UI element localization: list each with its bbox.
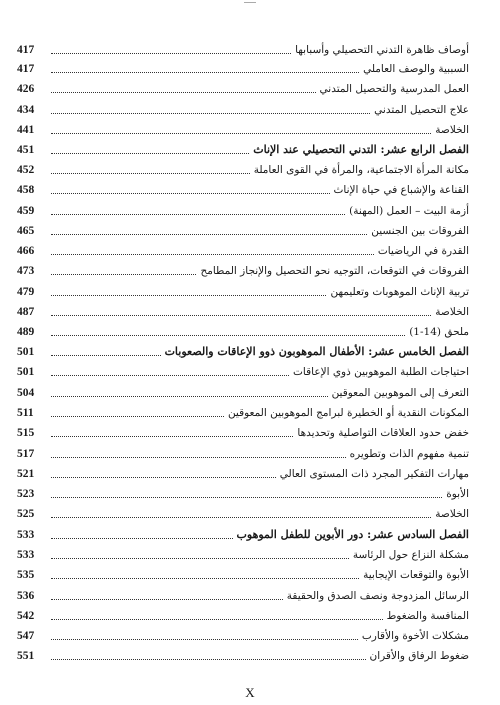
chapter-heading-row — [17, 522, 469, 542]
toc-page-number: 535 — [17, 569, 35, 581]
section-title: خفض حدود العلاقات التواصلية وتحديدها — [297, 427, 469, 439]
toc-entry-row — [17, 177, 469, 197]
toc-page-number: 525 — [17, 508, 35, 520]
toc-entry-row — [17, 562, 469, 582]
toc-entry-row — [17, 37, 469, 57]
section-title: المكونات النقدية أو الخطيرة لبرامج الموهوبين المعوقين — [227, 407, 469, 419]
toc-page-number: 441 — [17, 124, 35, 136]
dot-leader — [51, 374, 289, 376]
dot-leader — [51, 253, 374, 255]
dot-leader — [51, 598, 283, 600]
toc-entry-row — [17, 542, 469, 562]
dot-leader — [51, 192, 330, 194]
toc-page-number: 501 — [17, 366, 35, 378]
toc-entry-row — [17, 299, 469, 319]
dot-leader — [51, 91, 316, 93]
toc-page-number: 426 — [17, 83, 35, 95]
dot-leader — [51, 132, 431, 134]
dot-leader — [51, 172, 250, 174]
dot-leader — [51, 557, 349, 559]
toc-page-number: 547 — [17, 630, 35, 642]
dot-leader — [51, 314, 431, 316]
toc-page-number: 417 — [17, 44, 35, 56]
dot-leader — [51, 354, 161, 356]
dot-leader — [51, 233, 367, 235]
toc-entry-row — [17, 623, 469, 643]
dot-leader — [51, 537, 233, 539]
toc-entry-row — [17, 420, 469, 440]
toc-entry-row — [17, 157, 469, 177]
section-title: الفروقات في التوقعات، التوجيه نحو التحصيل والإنجاز المطامح — [200, 265, 469, 277]
toc-entry-row — [17, 501, 469, 521]
dot-leader — [51, 112, 370, 114]
dot-leader — [51, 395, 328, 397]
section-title: مكانة المرأة الاجتماعية، والمرأة في القوى العاملة — [253, 164, 469, 176]
section-title: تنمية مفهوم الذات وتطويره — [349, 448, 469, 460]
toc-page-number: 536 — [17, 590, 35, 602]
section-title: أزمة البيت – العمل (المهنة) — [349, 205, 469, 217]
toc-entry-row — [17, 198, 469, 218]
dot-leader — [51, 273, 196, 275]
section-title: الفروقات بين الجنسين — [371, 225, 469, 237]
toc-page-number: 504 — [17, 387, 35, 399]
toc-page-number: 489 — [17, 326, 35, 338]
toc-entry-row — [17, 441, 469, 461]
toc-entry-row — [17, 218, 469, 238]
section-title: القدرة في الرياضيات — [377, 245, 469, 257]
toc-page-number: 417 — [17, 63, 35, 75]
dot-leader — [51, 516, 431, 518]
toc-page-number: 466 — [17, 245, 35, 257]
toc-page-number: 434 — [17, 104, 35, 116]
toc-entry-row — [17, 258, 469, 278]
section-title: ملحق (14-1) — [409, 326, 469, 338]
toc-page-number: 511 — [17, 407, 34, 419]
dot-leader — [51, 456, 346, 458]
section-title: احتياجات الطلبة الموهوبين ذوي الإعاقات — [293, 366, 469, 378]
dot-leader — [51, 52, 291, 54]
section-title: مشكلة النزاع حول الرئاسة — [352, 549, 469, 561]
dot-leader — [51, 577, 359, 579]
section-title: المنافسة والضغوط — [386, 610, 469, 622]
section-title: الأبوة — [446, 488, 469, 500]
toc-entry-row — [17, 643, 469, 663]
toc-entry-row — [17, 117, 469, 137]
section-title: مهارات التفكير المجرد ذات المستوى العالي — [279, 468, 469, 480]
toc-entry-row — [17, 76, 469, 96]
section-title: الخلاصة — [435, 306, 469, 318]
toc-page-number: 451 — [17, 144, 35, 156]
section-title: الخلاصة — [435, 124, 469, 136]
toc-page-number: 517 — [17, 448, 35, 460]
dot-leader — [51, 476, 276, 478]
section-title: السببية والوصف العاملي — [363, 63, 469, 75]
toc-page-number: 452 — [17, 164, 35, 176]
toc-page-number: 459 — [17, 205, 35, 217]
section-title: تربية الإناث الموهوبات وتعليمهن — [330, 286, 469, 298]
toc-entry-row — [17, 279, 469, 299]
dot-leader — [51, 658, 366, 660]
toc-page-number: 521 — [17, 468, 35, 480]
toc-entry-row — [17, 238, 469, 258]
section-title: مشكلات الأخوة والأقارب — [361, 630, 469, 642]
page-number: X — [245, 685, 255, 700]
toc-entry-row — [17, 56, 469, 76]
toc-entry-row — [17, 461, 469, 481]
section-title: الأبوة والتوقعات الإيجابية — [363, 569, 469, 581]
dot-leader — [51, 294, 326, 296]
toc-entry-row — [17, 481, 469, 501]
section-title: التعرف إلى الموهوبين المعوقين — [331, 387, 469, 399]
section-title: أوصاف ظاهرة التدني التحصيلي وأسبابها — [295, 44, 469, 56]
chapter-heading-row — [17, 339, 469, 359]
toc-entry-row — [17, 359, 469, 379]
toc-page-number: 542 — [17, 610, 35, 622]
chapter-title: الفصل الرابع عشر: التدني التحصيلي عند الإناث — [253, 143, 469, 156]
dot-leader — [51, 638, 358, 640]
toc-entry-row — [17, 380, 469, 400]
toc-page-number: 533 — [17, 549, 35, 561]
section-title: القناعة والإشباع في حياة الإناث — [333, 184, 469, 196]
toc-page-number: 533 — [17, 529, 35, 541]
toc-page-number: 473 — [17, 265, 35, 277]
dot-leader — [51, 152, 249, 154]
dot-leader — [51, 618, 383, 620]
toc-page-number: 487 — [17, 306, 35, 318]
toc-page-number: 458 — [17, 184, 35, 196]
toc-entry-row — [17, 603, 469, 623]
toc-page-number: 515 — [17, 427, 35, 439]
dot-leader — [51, 334, 405, 336]
section-title: الخلاصة — [435, 508, 469, 520]
chapter-title: الفصل الخامس عشر: الأطفال الموهوبون ذوو الإعاقات والصعوبات — [164, 345, 469, 358]
dot-leader — [51, 71, 359, 73]
section-title: العمل المدرسية والتحصيل المتدني — [319, 83, 469, 95]
dot-leader — [51, 415, 224, 417]
toc-page-number: 523 — [17, 488, 35, 500]
section-title: ضغوط الرفاق والأقران — [369, 650, 469, 662]
chapter-heading-row — [17, 137, 469, 157]
toc-entry-row — [17, 400, 469, 420]
toc-entry-row — [17, 583, 469, 603]
toc-entry-row — [17, 97, 469, 117]
toc-page-number: 465 — [17, 225, 35, 237]
dot-leader — [51, 213, 345, 215]
dot-leader — [51, 496, 442, 498]
dot-leader — [51, 435, 293, 437]
toc-page-number: 501 — [17, 346, 35, 358]
section-title: الرسائل المزدوجة ونصف الصدق والحقيقة — [286, 590, 469, 602]
top-rule — [244, 2, 256, 3]
toc-page-number: 551 — [17, 650, 35, 662]
toc-page-number: 479 — [17, 286, 35, 298]
section-title: علاج التحصيل المتدني — [374, 104, 469, 116]
toc-entry-row — [17, 319, 469, 339]
chapter-title: الفصل السادس عشر: دور الأبوين للطفل الموهوب — [236, 528, 469, 541]
